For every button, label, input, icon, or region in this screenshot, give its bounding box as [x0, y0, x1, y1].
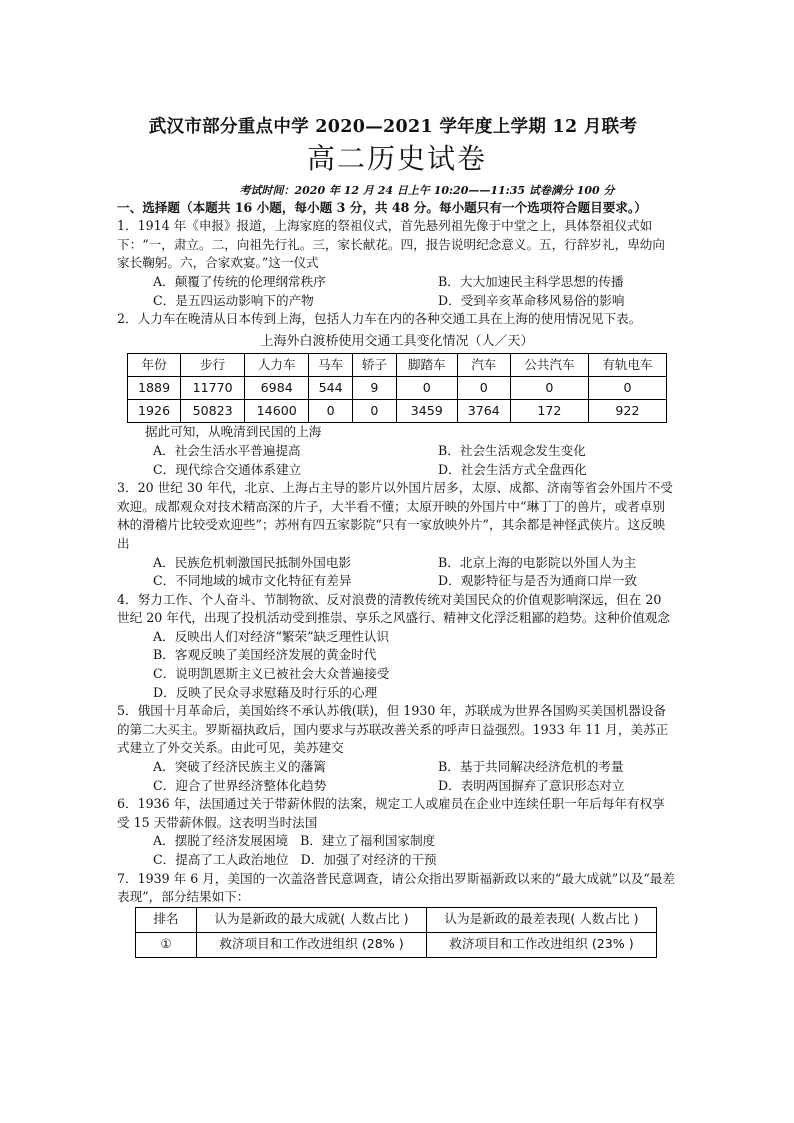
question-4-options — [117, 628, 677, 702]
question-5-stem: 5．俄国十月革命后，美国始终不承认苏俄(联)，但 1930 年，苏联成为世界各国购买美国机器设备的第二大买主。罗斯福执政后，国内要求与苏联改善关系的呼声日益强烈。1933 年 11 月，美苏正式建立了外交关系。由此可见，美苏建交 — [117, 703, 669, 756]
table-header-cell: 步行 — [181, 354, 245, 377]
table-cell: ① — [136, 932, 197, 957]
table-cell: 0 — [588, 377, 666, 400]
table-cell: 3764 — [457, 400, 510, 423]
option-b[interactable]: B．社会生活观念发生变化 — [438, 442, 586, 458]
table-header-cell: 汽车 — [457, 354, 510, 377]
table-caption: 上海外白渡桥使用交通工具变化情况（人／天） — [260, 333, 534, 349]
table-header-cell: 认为是新政的最大成就( 人数占比 ) — [197, 907, 427, 932]
table-header-cell: 公共汽车 — [510, 354, 588, 377]
table-header-cell: 排名 — [136, 907, 197, 932]
table-header-row — [136, 907, 657, 932]
option-b[interactable]: B．大大加速民主科学思想的传播 — [438, 273, 624, 289]
option-c[interactable]: C．是五四运动影响下的产物 — [153, 292, 314, 308]
option-d[interactable]: D．受到辛亥革命移风易俗的影响 — [438, 292, 625, 308]
exam-subtitle: 高二历史试卷 — [306, 141, 487, 175]
table-cell: 50823 — [181, 400, 245, 423]
option-a[interactable]: A．民族危机刺激国民抵制外国电影 — [153, 554, 352, 570]
table-cell: 9 — [353, 377, 397, 400]
table-cell: 0 — [510, 377, 588, 400]
option-d[interactable]: D．反映了民众寻求慰藉及时行乐的心理 — [153, 684, 378, 700]
option-a[interactable]: A．颠覆了传统的伦理纲常秩序 — [153, 273, 326, 289]
question-6-options — [117, 832, 677, 869]
section-heading: 一、选择题（本题共 16 小题，每小题 3 分，共 48 分。每小题只有一个选项符合题目要求。） — [117, 199, 647, 215]
table-header-cell: 人力车 — [245, 354, 309, 377]
question-2-stem: 2．人力车在晚清从日本传到上海，包括人力车在内的各种交通工具在上海的使用情况见下表。 — [117, 311, 642, 327]
table-cell: 0 — [353, 400, 397, 423]
table-cell: 14600 — [245, 400, 309, 423]
option-c[interactable]: C．现代综合交通体系建立 — [153, 461, 302, 477]
table-header-cell: 年份 — [128, 354, 181, 377]
table-cell: 0 — [457, 377, 510, 400]
question-1-options — [117, 273, 677, 310]
table-header-cell: 轿子 — [353, 354, 397, 377]
option-a[interactable]: A．社会生活水平普遍提高 — [153, 442, 301, 458]
option-d[interactable]: D．表明两国摒弃了意识形态对立 — [438, 777, 625, 793]
table-cell: 172 — [510, 400, 588, 423]
table-row — [128, 400, 667, 423]
option-b[interactable]: B．北京上海的电影院以外国人为主 — [438, 554, 637, 570]
option-d[interactable]: D．观影特征与是否为通商口岸一致 — [438, 573, 638, 589]
table-cell: 922 — [588, 400, 666, 423]
question-1-stem: 1．1914 年《申报》报道，上海家庭的祭祖仪式，首先悬列祖先像于中堂之上，具体祭祖仪式如下：“一，肃立。二，向祖先行礼。三，家长献花。四，报告说明纪念意义。五，行辞岁礼，卑幼向家长鞠躬。六，合家欢宴。”这一仪式 — [117, 218, 665, 271]
question-4-stem: 4．努力工作、个人奋斗、节制物欲、反对浪费的清教传统对美国民众的价值观影响深远，但在 20 世纪 20 年代，出现了投机活动受到推崇、享乐之风盛行、精神文化浮泛粗鄙的趋势。这种价值观念 — [117, 591, 670, 626]
question-7-stem: 7．1939 年 6 月，美国的一次盖洛普民意调查，请公众指出罗斯福新政以来的“最大成就”以及“最差表现”，部分结果如下： — [117, 870, 675, 905]
option-b[interactable]: B．基于共同解决经济危机的考量 — [438, 759, 624, 775]
table-cell: 11770 — [181, 377, 245, 400]
transport-table — [127, 353, 667, 423]
option-c[interactable]: C．提高了工人政治地位 — [153, 852, 289, 867]
exam-title: 武汉市部分重点中学 2020—2021 学年度上学期 12 月联考 — [148, 117, 638, 137]
option-a[interactable]: A．突破了经济民族主义的藩篱 — [153, 759, 326, 775]
survey-table — [135, 907, 657, 958]
option-b[interactable]: B．建立了福利国家制度 — [300, 833, 436, 849]
question-6-stem: 6．1936 年，法国通过关于带薪休假的法案，规定工人或雇员在企业中连续任职一年后每年有权享受 15 天带薪休假。这表明当时法国 — [117, 796, 665, 830]
table-cell: 救济项目和工作改进组织 (23% ) — [427, 932, 657, 957]
table-row — [128, 377, 667, 400]
question-3-options — [117, 554, 677, 591]
option-a[interactable]: A．摆脱了经济发展困境 — [153, 833, 289, 849]
option-c[interactable]: C．迎合了世界经济整体化趋势 — [153, 777, 327, 793]
table-header-cell: 有轨电车 — [588, 354, 666, 377]
table-cell: 救济项目和工作改进组织 (28% ) — [197, 932, 427, 957]
table-header-cell: 马车 — [309, 354, 353, 377]
option-d[interactable]: D．加强了对经济的干预 — [300, 852, 437, 867]
table-cell: 1889 — [128, 377, 181, 400]
exam-page — [117, 118, 677, 958]
table-row — [136, 932, 657, 957]
question-5-options — [117, 758, 677, 795]
question-2-after: 据此可知，从晚清到民国的上海 — [145, 424, 322, 440]
question-3-stem: 3．20 世纪 30 年代，北京、上海占主导的影片以外国片居多，太原、成都、济南等省会外国片不受欢迎。成都观众对技术精高深的片子，大半看不懂；太原开映的外国片中“琳丁丁的兽片，或者卓别林的滑稽片比较受欢迎些”；苏州有四五家影院“只有一家放映外片”，其余都是神怪武侠片。这反映出 — [117, 480, 673, 551]
table-header-cell: 认为是新政的最差表现( 人数占比 ) — [427, 907, 657, 932]
option-c[interactable]: C．不同地域的城市文化特征有差异 — [153, 573, 352, 589]
table-cell: 1926 — [128, 400, 181, 423]
question-2-options — [117, 442, 677, 479]
option-c[interactable]: C．说明凯恩斯主义已被社会大众普遍接受 — [153, 666, 390, 682]
table-cell: 544 — [309, 377, 353, 400]
table-cell: 6984 — [245, 377, 309, 400]
table-cell: 0 — [309, 400, 353, 423]
table-header-cell: 脚踏车 — [396, 354, 457, 377]
option-b[interactable]: B．客观反映了美国经济发展的黄金时代 — [153, 647, 377, 663]
option-d[interactable]: D．社会生活方式全盘西化 — [438, 461, 587, 477]
table-cell: 0 — [396, 377, 457, 400]
option-a[interactable]: A．反映出人们对经济“繁荣”缺乏理性认识 — [153, 628, 390, 644]
table-header-row — [128, 354, 667, 377]
table-cell: 3459 — [396, 400, 457, 423]
exam-meta: 考试时间：2020 年 12 月 24 日上午 10:20——11:35 试卷满分 100 分 — [239, 183, 615, 197]
